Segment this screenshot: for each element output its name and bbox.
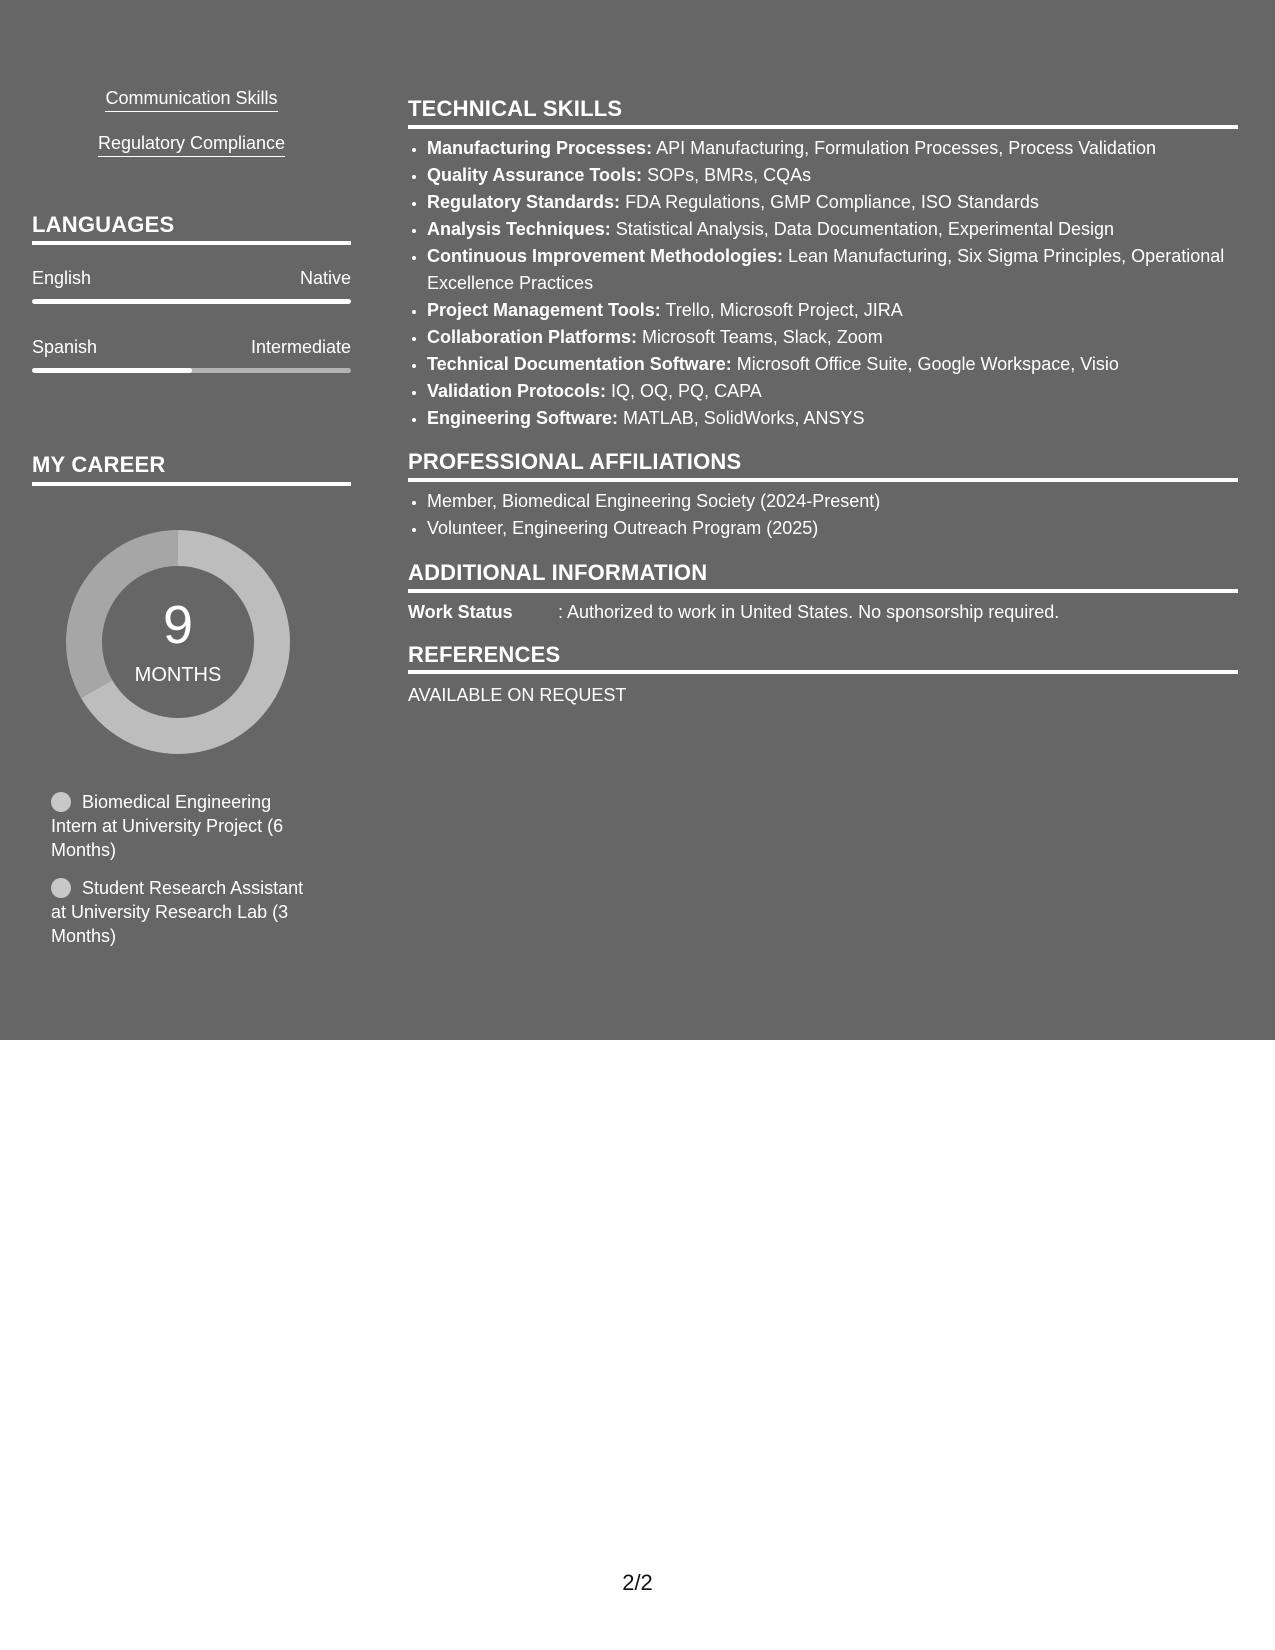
career-total-unit: MONTHS [134,664,222,686]
references-heading: REFERENCES [408,642,561,667]
list-item [427,162,1257,189]
language-row-english [32,268,351,289]
skill-category: Validation Protocols: [427,381,607,401]
list-item [427,243,1257,297]
skill-category: Project Management Tools: [427,300,661,320]
skill-values: SOPs, BMRs, CQAs [647,165,812,185]
career-bullet-dot [51,878,71,898]
skill-values: Statistical Analysis, Data Documentation, Experimental Design [615,219,1114,239]
career-item [51,876,321,948]
language-bar-fill [32,299,351,304]
career-total-value: 9 [162,595,194,655]
work-status-value: : Authorized to work in United States. No sponsorship required. [558,602,1060,622]
technical-skills-heading: TECHNICAL SKILLS [408,96,623,121]
skill-values: Microsoft Teams, Slack, Zoom [642,327,883,347]
references-text: AVAILABLE ON REQUEST [408,685,627,705]
skill-regulatory-compliance [32,133,351,157]
career-item-text: Biomedical Engineering Intern at University Project (6 Months) [51,792,284,860]
language-row-spanish [32,337,351,358]
language-bar-english [32,299,351,304]
career-heading-rule [32,482,351,486]
language-level: Native [299,268,351,288]
list-item [427,351,1257,378]
language-bar-fill [32,368,192,373]
career-heading: MY CAREER [32,452,166,477]
career-item [51,790,321,862]
list-item [427,324,1257,351]
additional-info-heading: ADDITIONAL INFORMATION [408,560,708,585]
language-bar-spanish [32,368,351,373]
list-item [427,189,1257,216]
skill-category: Regulatory Standards: [427,192,621,212]
language-name: Spanish [32,337,98,357]
technical-skills-heading-rule [408,125,1238,129]
skill-values: API Manufacturing, Formulation Processes, Process Validation [656,138,1156,158]
skill-category: Manufacturing Processes: [427,138,653,158]
list-item [427,378,1257,405]
skill-values: IQ, OQ, PQ, CAPA [611,381,762,401]
list-item [427,135,1257,162]
career-item-text: Student Research Assistant at University Research Lab (3 Months) [51,878,304,946]
languages-heading: LANGUAGES [32,212,175,237]
skill-category: Analysis Techniques: [427,219,611,239]
skill-category: Continuous Improvement Methodologies: [427,246,783,266]
list-item [427,405,1257,432]
affiliations-list [408,488,1257,542]
languages-heading-rule [32,241,351,245]
career-donut [66,530,290,754]
skill-values: Microsoft Office Suite, Google Workspace, Visio [736,354,1119,374]
skill-category: Engineering Software: [427,408,619,428]
list-item: • Member, Biomedical Engineering Society (2024-Present) [427,488,1257,515]
skill-values: FDA Regulations, GMP Compliance, ISO Standards [625,192,1039,212]
skill-values: MATLAB, SolidWorks, ANSYS [623,408,865,428]
language-name: English [32,268,92,288]
skill-values: Trello, Microsoft Project, JIRA [665,300,903,320]
list-item [427,216,1257,243]
skill-label: Communication Skills [105,88,277,112]
skill-label: Regulatory Compliance [98,133,285,157]
affiliations-heading-rule [408,478,1238,482]
language-level: Intermediate [250,337,351,357]
additional-info-heading-rule [408,589,1238,593]
skill-values: Lean Manufacturing, Six Sigma Principles, Operational Excellence Practices [427,246,1225,293]
career-bullet-dot [51,792,71,812]
list-item [427,297,1257,324]
page-number: 2/2 [622,1570,653,1595]
skill-category: Technical Documentation Software: [427,354,732,374]
skill-category: Collaboration Platforms: [427,327,638,347]
skill-category: Quality Assurance Tools: [427,165,643,185]
affiliations-heading: PROFESSIONAL AFFILIATIONS [408,449,742,474]
references-heading-rule [408,670,1238,674]
list-item: • Volunteer, Engineering Outreach Program (2025) [427,515,1257,542]
technical-skills-list [408,135,1257,432]
skill-communication [32,88,351,112]
work-status-label: Work Status [408,602,513,622]
